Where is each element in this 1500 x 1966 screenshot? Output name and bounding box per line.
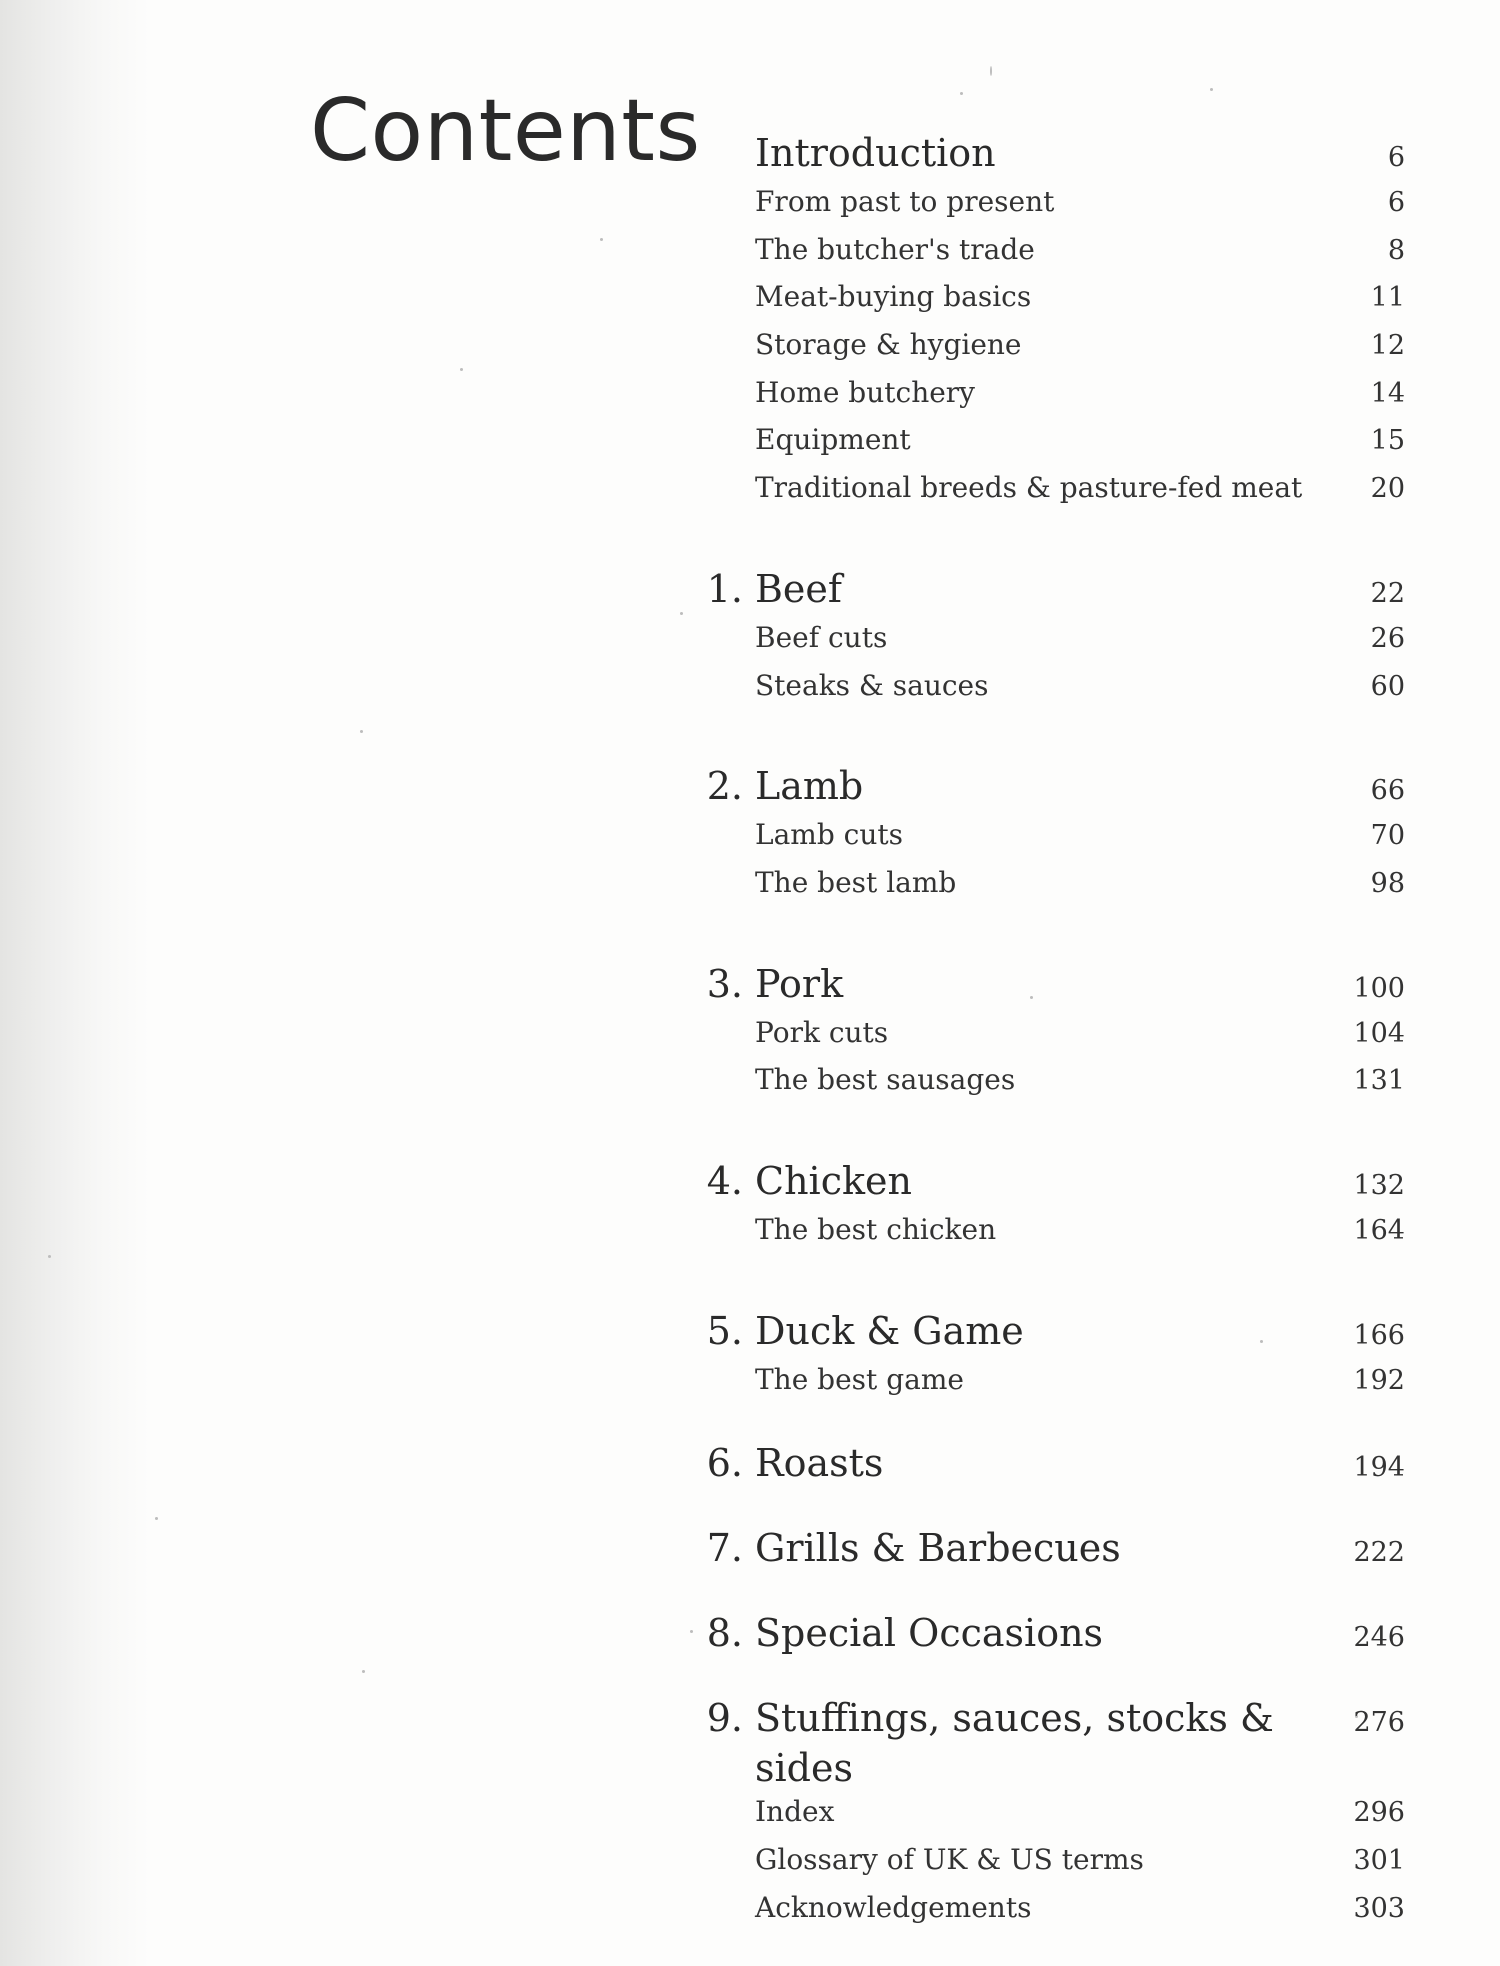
section-spacer: [755, 1573, 1405, 1608]
toc-chapter-entry[interactable]: [706, 959, 1405, 1009]
page-number: 11: [1370, 282, 1405, 314]
page-number: 26: [1370, 622, 1405, 654]
scan-speck: [600, 238, 603, 241]
scan-speck: [990, 66, 992, 76]
toc-subentry[interactable]: [755, 226, 1405, 274]
chapter-title: Lamb: [755, 764, 864, 809]
scan-speck: [1210, 88, 1213, 91]
toc-subentry[interactable]: [755, 859, 1405, 907]
toc-chapter-entry[interactable]: [706, 1156, 1405, 1206]
page-number: 15: [1370, 425, 1405, 457]
page-number: 104: [1353, 1017, 1405, 1049]
section-spacer: [755, 512, 1405, 564]
page-number: 98: [1370, 867, 1405, 899]
scan-speck: [960, 92, 963, 95]
toc-section: [706, 959, 1405, 1104]
toc-subentry[interactable]: [755, 464, 1405, 512]
subentry-title: Index: [755, 1795, 835, 1829]
toc-back-matter: [755, 1788, 1405, 1931]
toc-subentry[interactable]: [755, 178, 1405, 226]
subentry-title: The best sausages: [755, 1063, 1016, 1097]
subentry-title: The best game: [755, 1362, 964, 1396]
toc-section: [706, 1608, 1405, 1658]
page-number: 20: [1370, 473, 1405, 505]
page-number: 14: [1370, 377, 1405, 409]
toc-subentry[interactable]: [755, 662, 1405, 710]
scan-speck: [48, 1255, 51, 1258]
page-number: 70: [1370, 820, 1405, 852]
chapter-title: Pork: [755, 961, 844, 1006]
chapter-title: Grills & Barbecues: [755, 1526, 1121, 1571]
subentry-title: Storage & hygiene: [755, 328, 1022, 362]
toc-chapter-entry[interactable]: [706, 761, 1405, 811]
toc-chapter-entry[interactable]: [706, 1438, 1405, 1488]
page-number: 296: [1353, 1797, 1405, 1829]
toc-chapter-entry[interactable]: [706, 564, 1405, 614]
toc-chapter-entry[interactable]: [706, 1608, 1405, 1658]
toc-subentry[interactable]: [755, 614, 1405, 662]
page-title: Contents: [310, 81, 701, 181]
page-number: 303: [1353, 1892, 1405, 1924]
subentry-title: Glossary of UK & US terms: [755, 1843, 1144, 1876]
toc-section: [706, 1693, 1405, 1791]
toc-section: [755, 128, 1405, 512]
subentry-title: Steaks & sauces: [755, 668, 989, 702]
chapter-title: Introduction: [755, 131, 996, 175]
subentry-title: Equipment: [755, 423, 911, 457]
page-number: 131: [1353, 1065, 1405, 1097]
chapter-title: Duck & Game: [755, 1308, 1024, 1353]
toc-subentry[interactable]: [755, 1884, 1405, 1932]
toc-chapter-entry[interactable]: [755, 128, 1405, 178]
subentry-title: The best chicken: [755, 1212, 997, 1246]
page-number: 164: [1353, 1214, 1405, 1246]
chapter-title: Special Occasions: [755, 1611, 1104, 1656]
section-spacer: [755, 1403, 1405, 1438]
toc-subentry[interactable]: [755, 811, 1405, 859]
toc-subentry[interactable]: [755, 1836, 1405, 1884]
subentry-title: Meat-buying basics: [755, 280, 1032, 314]
subentry-title: Beef cuts: [755, 620, 888, 654]
page-number: 6: [1387, 187, 1405, 218]
toc-subentry[interactable]: [755, 1206, 1405, 1254]
toc-subentry[interactable]: [755, 1009, 1405, 1057]
section-spacer: [755, 907, 1405, 959]
chapter-title: Stuffings, sauces, stocks & sides: [755, 1696, 1274, 1791]
page-number: 132: [1353, 1169, 1405, 1201]
toc-section: [706, 564, 1405, 709]
chapter-title: Roasts: [755, 1441, 884, 1486]
chapter-number: 4.: [706, 1158, 743, 1203]
section-spacer: [755, 1658, 1405, 1693]
subentry-title: Pork cuts: [755, 1015, 889, 1049]
chapter-number: 7.: [706, 1526, 743, 1571]
section-spacer: [755, 1104, 1405, 1156]
subentry-title: Acknowledgements: [755, 1890, 1032, 1924]
page-number: 100: [1353, 972, 1405, 1004]
page-number: 22: [1370, 577, 1405, 609]
page-number: 194: [1353, 1452, 1405, 1484]
scan-speck: [680, 612, 683, 615]
toc-section: [706, 1438, 1405, 1488]
chapter-title: Beef: [755, 566, 842, 611]
toc-subentry[interactable]: [755, 1356, 1405, 1404]
scan-speck: [690, 1630, 693, 1633]
subentry-title: From past to present: [755, 185, 1055, 218]
page-number: 192: [1353, 1364, 1405, 1396]
page-number: 301: [1353, 1845, 1405, 1876]
toc-subentry[interactable]: [755, 321, 1405, 369]
toc-subentry[interactable]: [755, 1788, 1405, 1836]
subentry-title: Home butchery: [755, 375, 975, 409]
scan-speck: [460, 368, 463, 371]
page-number: 60: [1370, 670, 1405, 702]
section-spacer: [755, 1488, 1405, 1523]
chapter-number: 6.: [706, 1441, 743, 1486]
scan-speck: [360, 730, 363, 733]
chapter-number: 1.: [706, 566, 743, 611]
subentry-title: The butcher's trade: [755, 232, 1035, 266]
page-number: 12: [1370, 330, 1405, 362]
toc-section: [706, 1523, 1405, 1573]
toc-section: [706, 761, 1405, 906]
toc-section: [706, 1156, 1405, 1254]
toc-subentry[interactable]: [755, 416, 1405, 464]
scan-speck: [155, 1517, 158, 1520]
page-number: 166: [1353, 1319, 1405, 1351]
scan-speck: [362, 1670, 365, 1673]
chapter-number: 8.: [706, 1611, 743, 1656]
page-number: 276: [1353, 1707, 1405, 1739]
subentry-title: The best lamb: [755, 865, 957, 899]
toc-section: [706, 1306, 1405, 1404]
chapter-number: 9.: [706, 1696, 743, 1741]
toc-chapter-entry[interactable]: [706, 1306, 1405, 1356]
section-spacer: [755, 709, 1405, 761]
table-of-contents: [706, 128, 1405, 1931]
section-spacer: [755, 1254, 1405, 1306]
toc-subentry[interactable]: [755, 369, 1405, 417]
toc-chapter-entry[interactable]: [706, 1693, 1405, 1791]
page-number: 66: [1370, 775, 1405, 807]
page-number: 222: [1353, 1537, 1405, 1569]
page-number: 246: [1353, 1622, 1405, 1654]
toc-subentry[interactable]: [755, 1056, 1405, 1104]
chapter-number: 5.: [706, 1308, 743, 1353]
chapter-number: 3.: [706, 961, 743, 1006]
chapter-title: Chicken: [755, 1158, 912, 1203]
chapter-number: 2.: [706, 764, 743, 809]
page-gutter-shadow: [0, 0, 150, 1966]
toc-chapter-entry[interactable]: [706, 1523, 1405, 1573]
subentry-title: Traditional breeds & pasture-fed meat: [755, 471, 1303, 505]
toc-subentry[interactable]: [755, 273, 1405, 321]
subentry-title: Lamb cuts: [755, 818, 903, 852]
page-number: 8: [1387, 234, 1405, 266]
page-number: 6: [1387, 142, 1405, 173]
